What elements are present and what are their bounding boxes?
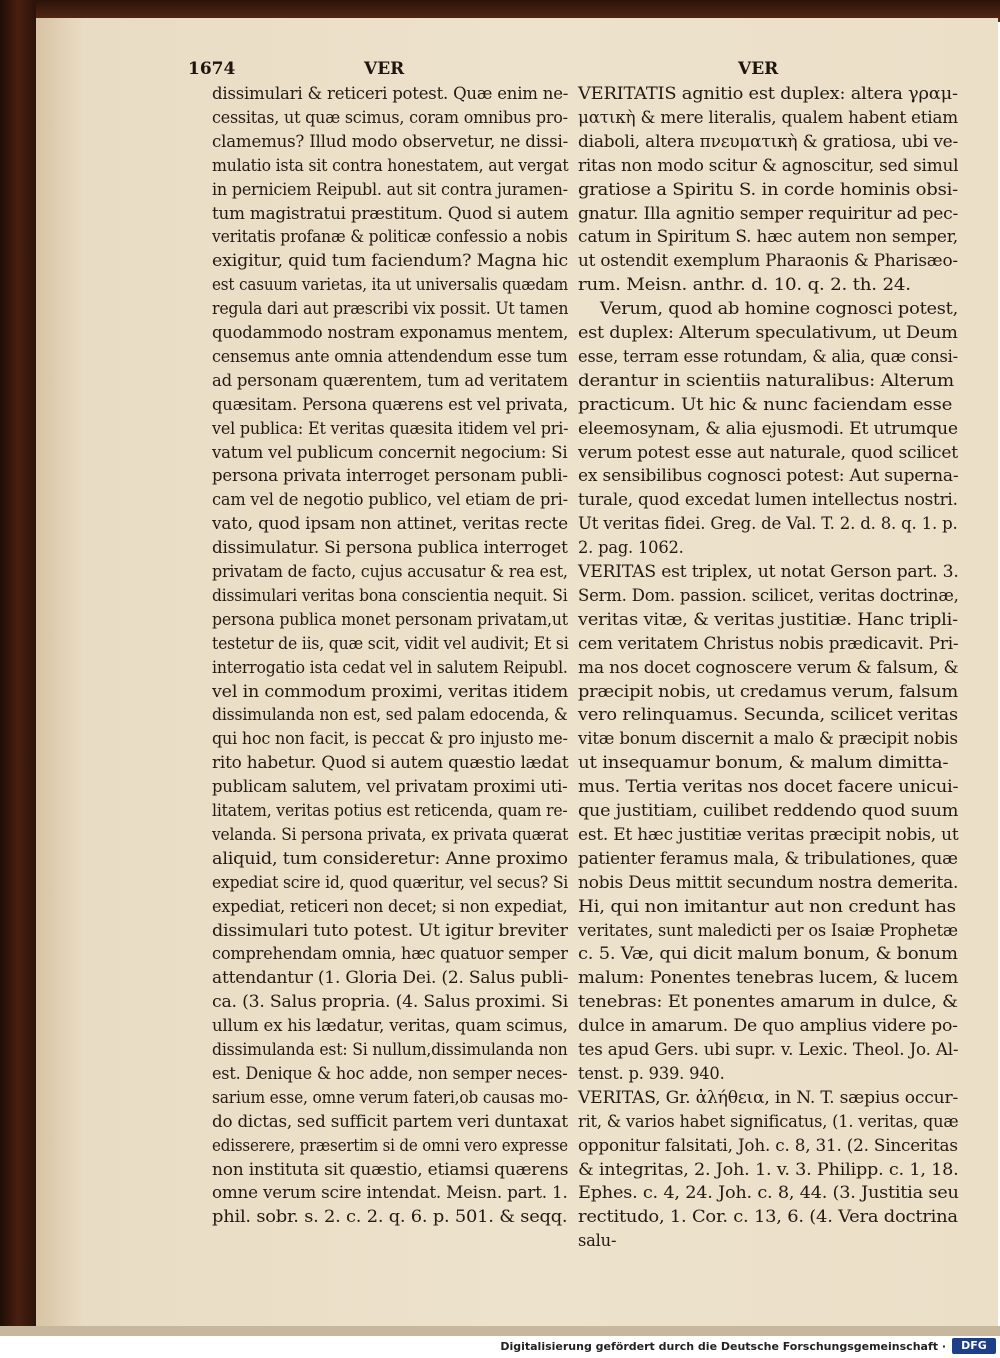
left-col-line: interrogatio ista cedat vel in salutem Reipubl. (212, 657, 568, 677)
right-col-line: gnatur. Illa agnitio semper requiritur ad pec- (578, 203, 959, 223)
right-col-line: rum. Meisn. anthr. d. 10. q. 2. th. 24. (578, 275, 911, 295)
left-col-line: ullum ex his lædatur, veritas, quam scimus, (212, 1016, 568, 1036)
left-col-line: sarium esse, omne verum fateri,ob causas mo- (212, 1087, 568, 1107)
left-col-line: dissimulatur. Si persona publica interroget (212, 538, 568, 558)
left-col-line: publicam salutem, vel privatam proximi uti- (212, 777, 568, 797)
right-col-line: eleemosynam, & alia ejusmodi. Et utrumque (578, 418, 958, 438)
left-col-line: vatum vel publicum concernit negocium: Si (212, 442, 568, 462)
left-col-line: clamemus? Illud modo observetur, ne dissi- (212, 131, 568, 151)
left-col-line: attendantur (1. Gloria Dei. (2. Salus publi- (212, 968, 569, 988)
left-col-line: censemus ante omnia attendendum esse tum (212, 346, 568, 366)
right-col-line: verum potest esse aut naturale, quod scilicet (578, 442, 958, 462)
right-col-line: gratiose a Spiritu S. in corde hominis obsi- (578, 179, 958, 199)
left-col-line: veritatis profanæ & politicæ confessio a nobis (212, 227, 568, 247)
right-col-line: nobis Deus mittit secundum nostra demerita. (578, 872, 959, 892)
dfg-logo: DFG (952, 1338, 996, 1354)
right-col-line: vitæ bonum discernit a malo & præcipit nobis (578, 729, 958, 749)
right-col-line: ut ostendit exemplum Pharaonis & Pharisæo- (578, 251, 958, 271)
right-col-line: veritas vitæ, & veritas justitiæ. Hanc tripli- (578, 609, 958, 629)
left-col-line: dissimulanda non est, sed palam edocenda, & (212, 705, 568, 725)
right-col-line: tes apud Gers. ubi supr. v. Lexic. Theol. Jo. Al- (578, 1040, 959, 1059)
left-col-line: non instituta sit quæstio, etiamsi quærens (212, 1159, 569, 1179)
right-col-line: præcipit nobis, ut credamus verum, falsum (578, 681, 959, 701)
right-col-line: catum in Spiritum S. hæc autem non semper, (578, 227, 958, 247)
left-col-line: velanda. Si persona privata, ex privata quærat (212, 824, 569, 844)
left-col-line: phil. sobr. s. 2. c. 2. q. 6. p. 501. & seqq. (212, 1207, 568, 1227)
left-col-line: vel publica: Et veritas quæsita itidem vel pri- (212, 418, 569, 438)
left-col-line: aliquid, tum consideretur: Anne proximo (212, 848, 568, 868)
left-col-line: vato, quod ipsam non attinet, veritas recte (212, 514, 568, 534)
right-col-line: Ut veritas fidei. Greg. de Val. T. 2. d. 8. q. 1. p. (578, 514, 958, 534)
left-col-line: cessitas, ut quæ scimus, coram omnibus pro- (212, 107, 568, 127)
left-col-line: persona publica monet personam privatam,ut (212, 609, 568, 629)
left-col-line: comprehendam omnia, hæc quatuor semper (212, 944, 568, 964)
right-col-line: c. 5. Væ, qui dicit malum bonum, & bonum (578, 944, 958, 964)
left-col-line: exigitur, quid tum faciendum? Magna hic (212, 251, 568, 271)
left-col-line: expediat, reticeri non decet; si non expediat, (212, 896, 568, 916)
left-col-line: dissimulari tuto potest. Ut igitur breviter (212, 920, 568, 940)
left-col-line: edisserere, præsertim si de omni vero expresse (212, 1135, 568, 1155)
right-col-line: ritas non modo scitur & agnoscitur, sed simul (578, 155, 959, 175)
right-col-line: est duplex: Alterum speculativum, ut Deum (578, 323, 958, 342)
left-col-line: dissimulari & reticeri potest. Quæ enim ne- (212, 84, 569, 103)
right-col-line: Hi, qui non imitantur aut non credunt has (578, 896, 956, 916)
right-col-line: tenst. p. 939. 940. (578, 1063, 725, 1083)
left-col-line: quæsitam. Persona quærens est vel privata, (212, 394, 568, 414)
left-col-line: in perniciem Reipubl. aut sit contra juramen- (212, 179, 568, 199)
left-col-line: quodammodo nostram exponamus mentem, (212, 323, 569, 342)
left-col-line: vel in commodum proximi, veritas itidem (212, 681, 569, 701)
right-col-line: vero relinquamus. Secunda, scilicet veritas (578, 705, 958, 725)
right-col-line: derantur in scientiis naturalibus: Alterum (578, 370, 954, 390)
left-col-line: mulatio ista sit contra honestatem, aut vergat (212, 155, 569, 175)
right-col-line: ματικὴ & mere literalis, qualem habent etiam (578, 107, 958, 127)
right-col-line: que justitiam, cuilibet reddendo quod suum (578, 801, 959, 820)
left-col-line: rito habetur. Quod si autem quæstio lædat (212, 753, 569, 773)
left-col-line: qui hoc non facit, is peccat & pro injusto me- (212, 729, 568, 749)
right-col-line: Verum, quod ab homine cognosci potest, (600, 299, 959, 319)
running-head-right: VER (738, 59, 779, 79)
left-col-line: dissimulanda est: Si nullum,dissimulanda non (212, 1040, 568, 1059)
left-col-line: litatem, veritas potius est reticenda, quam re- (212, 801, 568, 820)
right-col-line: malum: Ponentes tenebras lucem, & lucem (578, 968, 959, 988)
right-col-line: 2. pag. 1062. (578, 538, 684, 558)
right-col-line: ma nos docet cognoscere verum & falsum, & (578, 657, 959, 677)
left-col-line: cam vel de negotio publico, vel etiam de pri- (212, 490, 568, 510)
right-col-line: & integritas, 2. Joh. 1. v. 3. Philipp. c. 1, 18. (578, 1159, 959, 1179)
left-col-line: privatam de facto, cujus accusatur & rea est, (212, 562, 568, 581)
right-col-line: cem veritatem Christus nobis prædicavit. Pri- (578, 633, 959, 653)
right-col-line: rectitudo, 1. Cor. c. 13, 6. (4. Vera doctrina (578, 1207, 958, 1227)
right-col-line: Ephes. c. 4, 24. Joh. c. 8, 44. (3. Justitia seu (578, 1183, 959, 1203)
funding-credit: Digitalisierung gefördert durch die Deutsche Forschungsgemeinschaft · (500, 1340, 946, 1353)
right-col-line: turale, quod excedat lumen intellectus nostri. (578, 490, 958, 510)
left-col-line: ca. (3. Salus propria. (4. Salus proximi. Si (212, 992, 569, 1012)
left-col-line: est casuum varietas, ita ut universalis quædam (212, 275, 569, 295)
right-col-line: patienter feramus mala, & tribulationes, quæ (578, 848, 958, 868)
right-col-line: VERITAS est triplex, ut notat Gerson part. 3. (578, 562, 959, 581)
right-col-line: VERITATIS agnitio est duplex: altera γραμ- (578, 84, 958, 103)
right-col-line: Serm. Dom. passion. scilicet, veritas doctrinæ, (578, 585, 959, 605)
right-col-line: tenebras: Et ponentes amarum in dulce, & (578, 992, 958, 1012)
right-col-line: ut insequamur bonum, & malum dimitta- (578, 753, 949, 773)
right-col-line: salu- (578, 1231, 617, 1251)
right-col-line: opponitur falsitati, Joh. c. 8, 31. (2. Sinceritas (578, 1135, 958, 1155)
right-col-line: veritates, sunt maledicti per os Isaiæ Prophetæ (578, 920, 958, 940)
right-col-line: VERITAS, Gr. ἀλήθεια, in N. T. sæpius occur- (578, 1087, 959, 1107)
right-col-line: mus. Tertia veritas nos docet facere unicui- (578, 777, 959, 797)
left-col-line: expediat scire id, quod quæritur, vel secus? Si (212, 872, 569, 892)
right-col-line: dulce in amarum. De quo amplius videre po- (578, 1016, 958, 1036)
book-spine-edge (0, 0, 36, 1338)
right-col-line: rit, & varios habet significatus, (1. veritas, quæ (578, 1111, 959, 1131)
left-col-line: do dictas, sed sufficit partem veri duntaxat (212, 1111, 568, 1131)
right-col-line: esse, terram esse rotundam, & alia, quæ consi- (578, 346, 958, 366)
left-col-line: persona privata interroget personam publi- (212, 466, 568, 486)
running-head-left: VER (364, 59, 405, 79)
right-col-line: practicum. Ut hic & nunc faciendam esse (578, 394, 953, 414)
left-col-line: omne verum scire intendat. Meisn. part. 1. (212, 1183, 568, 1203)
left-col-line: ad personam quærentem, tum ad veritatem (212, 370, 568, 390)
left-col-line: testetur de iis, quæ scit, vidit vel audivit; Et si (212, 633, 569, 653)
left-col-line: regula dari aut præscribi vix possit. Ut tamen (212, 299, 569, 319)
left-col-line: tum magistratui præstitum. Quod si autem (212, 203, 569, 223)
left-col-line: dissimulari veritas bona conscientia nequit. Si (212, 585, 568, 605)
left-col-line: est. Denique & hoc adde, non semper neces- (212, 1063, 568, 1083)
book-page (36, 18, 998, 1328)
right-col-line: est. Et hæc justitiæ veritas præcipit nobis, ut (578, 824, 959, 844)
page-number: 1674 (188, 59, 236, 79)
right-col-line: diaboli, altera πνευματικὴ & gratiosa, ubi ve- (578, 131, 959, 151)
right-col-line: ex sensibilibus cognosci potest: Aut superna- (578, 466, 959, 486)
